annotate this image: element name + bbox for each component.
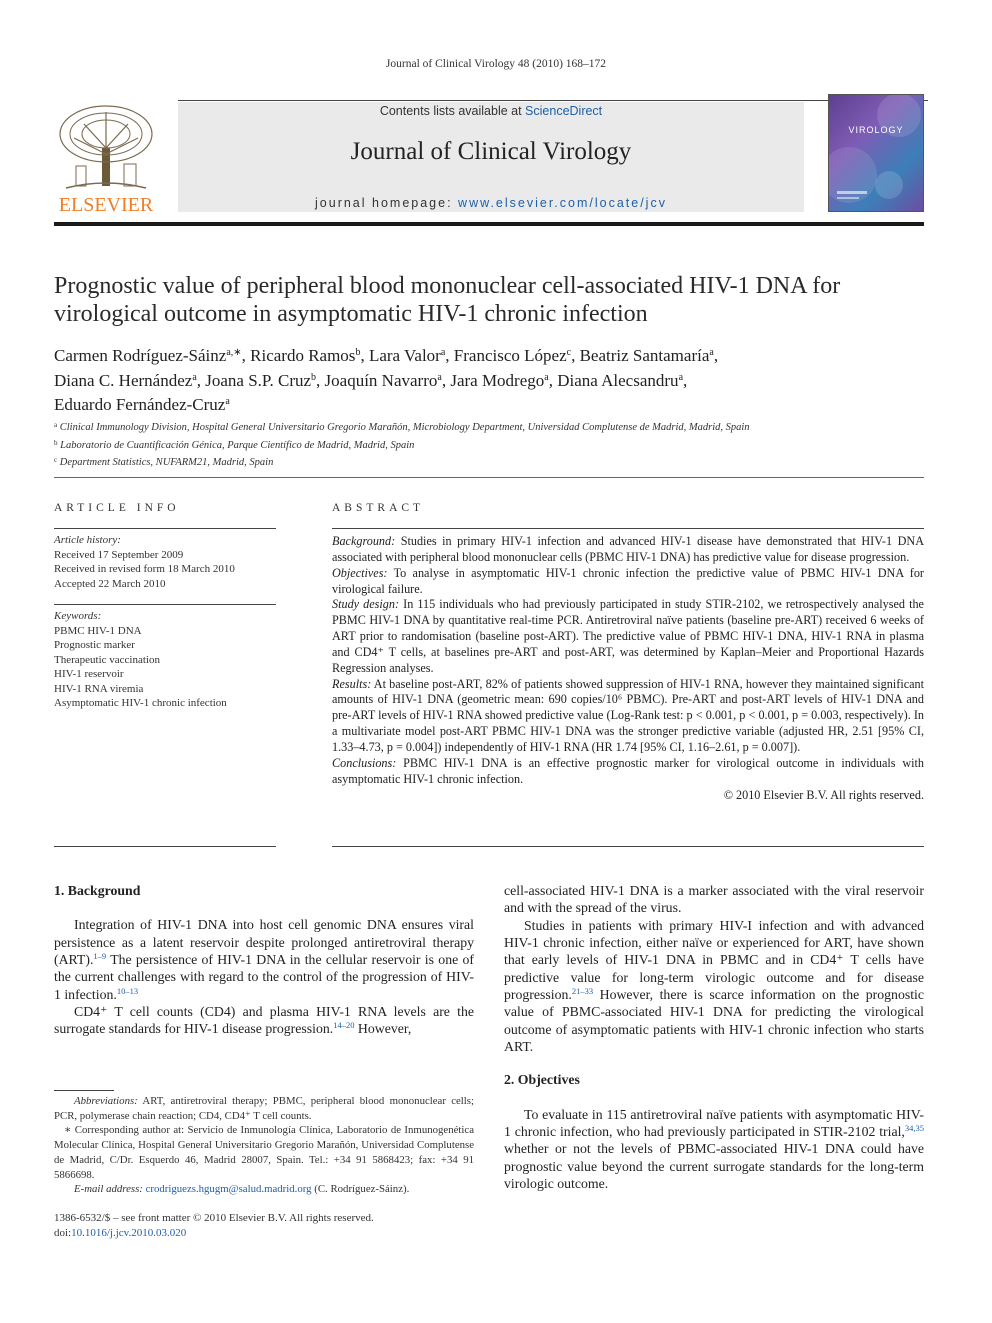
keywords-rule (54, 604, 276, 605)
paragraph: To evaluate in 115 antiretroviral naïve patients with asymptomatic HIV-1 chronic infection, who had previously participated in STIR-2102 trial,$^{34,35}$ whether or not the levels of PBMC-associated HIV-1 DNA could have prognostic value beyond the current surrogate standards for the long-term virologic outcome. (504, 1106, 924, 1192)
author: Lara Valor$^a$ (368, 346, 446, 365)
homepage-link[interactable]: www.elsevier.com/locate/jcv (458, 196, 667, 210)
paragraph: Integration of HIV-1 DNA into host cell genomic DNA ensures viral persistence as a latent reservoir despite prolonged antiretroviral therapy (ART).$^{1-9}$ The persistence of HIV-1 DNA in the cellular reservoir is one of the current challenges with regard to the control of the progression of HIV-1 infection.$^{10-13}$ (54, 917, 474, 1002)
author: Carmen Rodríguez-Sáinz$^{a,∗}$ (54, 346, 242, 365)
author: Diana C. Hernández$^a$ (54, 370, 197, 390)
citation[interactable]: 14–20 (333, 1020, 355, 1031)
copyright: © 2010 Elsevier B.V. All rights reserved. (723, 787, 924, 802)
history-item: Received 17 September 2009 (54, 548, 184, 561)
abstract-background: Background: Studies in primary HIV-1 infection and advanced HIV-1 disease have demonstrated that HIV-1 DNA associated with peripheral blood mononuclear cells (PBMC HIV-1 DNA) has predictive value for disease progression. (332, 534, 924, 564)
history-label: Article history: (54, 534, 121, 546)
journal-cover-thumbnail[interactable] (828, 94, 924, 212)
keyword: HIV-1 RNA viremia (54, 682, 144, 695)
citation[interactable]: 1–9 (93, 951, 107, 962)
footnotes (54, 1094, 474, 1197)
keyword: Prognostic marker (54, 639, 135, 651)
keywords-label: Keywords: (54, 610, 102, 622)
abstract-conclusions: Conclusions: PBMC HIV-1 DNA is an effective prognostic marker for virological outcome in individuals with asymptomatic HIV-1 chronic infection. (332, 755, 924, 786)
sciencedirect-link[interactable]: ScienceDirect (525, 104, 603, 118)
keywords (54, 609, 276, 711)
homepage-line: journal homepage: www.elsevier.com/locate/jcv (315, 196, 667, 210)
keyword: Asymptomatic HIV-1 chronic infection (54, 697, 227, 709)
journal-masthead (54, 92, 924, 214)
keyword: PBMC HIV-1 DNA (54, 624, 142, 637)
masthead-rule (178, 100, 928, 101)
history-item: Received in revised form 18 March 2010 (54, 563, 235, 575)
affiliation: $^b$ Laboratorio de Cuantificación Génica, Parque Científico de Madrid, Madrid, Spain (54, 438, 415, 451)
section-rule (54, 477, 924, 478)
history-item: Accepted 22 March 2010 (54, 577, 166, 590)
abstract-design: Study design: In 115 individuals who had previously participated in study STIR-2102, we retrospectively analysed the PBMC HIV-1 DNA by quantitative real-time PCR. Antiretroviral naïve patients (baseline pre-ART) received 6 weeks of ART prior to randomisation (baseline post-ART). The predictive value of PBMC HIV-1 DNA, HIV-1 RNA in plasma and CD4⁺ T cells, at baselines pre-ART and post-ART, was determined by Kaplan–Meier and Proportional Hazards Regression analyses. (332, 597, 924, 675)
keyword: HIV-1 reservoir (54, 668, 124, 680)
elsevier-wordmark: ELSEVIER (58, 194, 154, 216)
running-header: Journal of Clinical Virology 48 (2010) 168–172 (385, 58, 607, 70)
keyword: Therapeutic vaccination (54, 653, 160, 666)
journal-title: Journal of Clinical Virology (350, 138, 632, 165)
email-footnote: E-mail address: crodriguezs.hgugm@salud.madrid.org (C. Rodríguez-Sáinz). (74, 1183, 410, 1196)
article-info-heading: ARTICLE INFO (54, 502, 180, 514)
affiliation: $^c$ Department Statistics, NUFARM21, Madrid, Spain (54, 456, 274, 468)
citation[interactable]: 10–13 (116, 985, 139, 996)
citation[interactable]: 21–33 (571, 986, 594, 997)
author: Francisco López$^c$ (453, 346, 572, 365)
abstract-heading: ABSTRACT (332, 502, 425, 514)
abstract-objectives: Objectives: To analyse in asymptomatic HIV-1 chronic infection the predictive value of PBMC HIV-1 DNA for virological failure. (332, 565, 924, 596)
author: Joana S.P. Cruz$^b$ (205, 370, 317, 390)
corresponding-footnote: ∗ Corresponding author at: Servicio de Inmunología Clínica, Laboratorio de Inmunogenética Molecular Clínica, Hospital General Universitario Gregorio Marañón, Universidad Complutense de Madrid, C/Dr. Esquerdo 46, Madrid 28007, Spain. Tel.: +34 91 5868423; fax: +34 91 5866698. (54, 1124, 474, 1181)
article-info-rule (54, 528, 276, 529)
cover-pattern-icon (829, 95, 923, 211)
affiliations (54, 418, 934, 471)
footnote-rule (54, 1090, 114, 1091)
author: Eduardo Fernández-Cruz$^a$ (54, 395, 230, 414)
abbreviations-footnote: Abbreviations: ART, antiretroviral therapy; PBMC, peripheral blood mononuclear cells; PCR, polymerase chain reaction; CD4, CD4⁺ T cell counts. (54, 1095, 474, 1122)
paragraph: Studies in patients with primary HIV-I infection and with advanced HIV-1 chronic infection, either naïve or experienced for ART, have shown that early levels of HIV-1 DNA in PBMC and in CD4⁺ T cells have predictive value for long-term virologic outcome and for disease progression.$^{21-33}$ However, there is scarce information on the prognostic value of PBMC-associated HIV-1 DNA for predicting the virological outcome of asymptomatic patients with HIV-1 chronic infection who starts ART. (504, 917, 924, 1055)
section-heading-objectives: 2. Objectives (504, 1072, 580, 1088)
author: Ricardo Ramos$^b$ (250, 346, 361, 365)
abstract-results: Results: At baseline post-ART, 82% of patients showed suppression of HIV-1 RNA, however they maintained significant amounts of HIV-1 DNA (geometric mean: 690 copies/10⁶ PBMC). Pre-ART and post-ART levels of HIV-1 DNA and pre-ART levels of HIV-1 RNA showed predictive value (Log-Rank test: p < 0.001, p < 0.001, p = 0.003, respectively). In a multivariate model post-ART PBMC HIV-1 DNA was the stronger predictive variable (adjusted HR, 2.51 [95% CI, 1.33–4.73, p = 0.004]) independently of HIV-1 RNA (HR 1.74 [95% CI, 1.16–2.61, p = 0.007]). (332, 676, 924, 754)
author: Beatriz Santamaría$^a$ (579, 346, 714, 365)
front-matter-footer (54, 1211, 474, 1240)
article-history (54, 533, 276, 591)
tree-icon (56, 104, 156, 192)
abstract-rule (332, 528, 924, 529)
email-link[interactable]: crodriguezs.hgugm@salud.madrid.org (145, 1183, 312, 1196)
author: Jara Modrego$^a$ (450, 370, 549, 390)
author-list: Carmen Rodríguez-Sáinz$^{a,∗}$, Ricardo Ramos$^b$, Lara Valor$^a$, Francisco López$^c$, Beatriz Santamaría$^a$, Diana C. Hernández$^a$, Joana S.P. Cruz$^b$, Joaquín Navarro$^a$, Jara Modrego$^a$, Diana Alecsandru$^a$, Eduardo Fernández-Cruz$^a$ (54, 346, 719, 414)
masthead-banner (178, 102, 804, 212)
right-column (504, 882, 924, 1193)
cover-title: VIROLOGY (848, 125, 904, 135)
elsevier-logo[interactable] (54, 104, 158, 216)
abstract-body (332, 534, 924, 803)
contents-line: Contents lists available at ScienceDirect (379, 104, 603, 118)
author: Joaquín Navarro$^a$ (324, 370, 442, 390)
header-rule (54, 222, 924, 226)
article-title: Prognostic value of peripheral blood mononuclear cell-associated HIV-1 DNA for virological outcome in asymptomatic HIV-1 chronic infection (54, 273, 841, 327)
doi-line: doi:10.1016/j.jcv.2010.03.020 (54, 1226, 187, 1239)
abstract-bottom-rule (332, 846, 924, 847)
author: Diana Alecsandru$^a$ (557, 370, 684, 390)
issn-line: 1386-6532/$ – see front matter © 2010 Elsevier B.V. All rights reserved. (54, 1212, 374, 1224)
left-column (54, 882, 474, 1038)
citation[interactable]: 34,35 (904, 1123, 924, 1134)
affiliation: $^a$ Clinical Immunology Division, Hospital General Universitario Gregorio Marañón, Microbiology Department, Universidad Complutense de Madrid, Madrid, Spain (54, 421, 750, 433)
paragraph: CD4⁺ T cell counts (CD4) and plasma HIV-1 RNA levels are the surrogate standards for HIV-1 disease progression.$^{14-20}$ However, (54, 1004, 474, 1037)
article-info-bottom-rule (54, 846, 276, 847)
paragraph: cell-associated HIV-1 DNA is a marker associated with the viral reservoir and with the spread of the virus. (504, 883, 924, 916)
section-heading-background: 1. Background (54, 883, 141, 898)
doi-link[interactable]: 10.1016/j.jcv.2010.03.020 (71, 1226, 187, 1239)
